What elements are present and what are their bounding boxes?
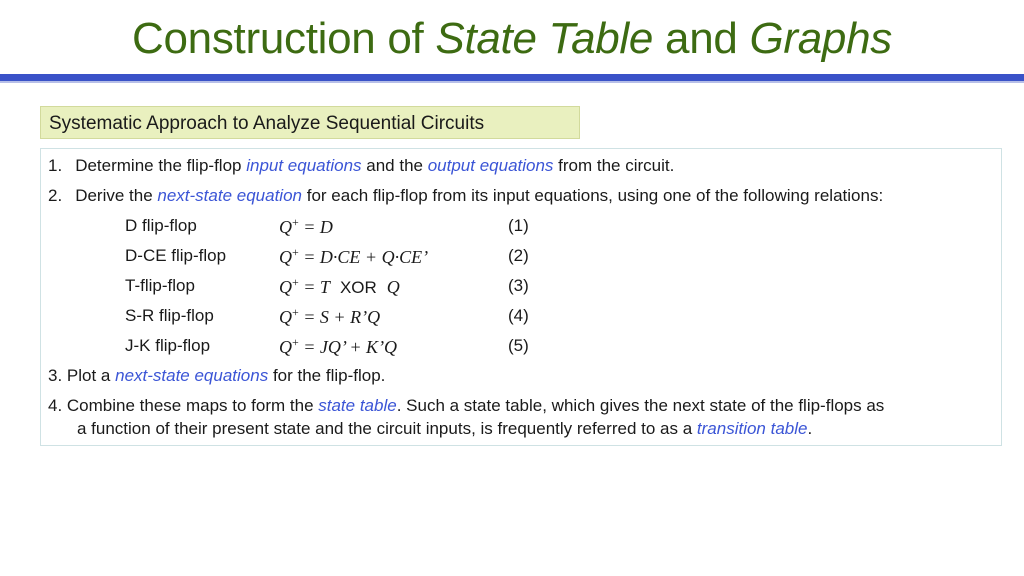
relation-equation: Q+ = T XOR Q	[279, 275, 400, 297]
title-divider-shadow	[0, 81, 1024, 83]
relation-name: J-K flip-flop	[125, 336, 211, 355]
relation-equation: Q+ = D·CE + Q·CE’	[279, 245, 429, 267]
page-title: Construction of State Table and Graphs	[132, 14, 892, 63]
relation-name: T-flip-flop	[125, 276, 195, 295]
relation-equation: Q+ = JQ’ + K’Q	[279, 335, 398, 357]
relation-equation: Q+ = S + R’Q	[279, 305, 381, 327]
relation-number: (1)	[508, 216, 529, 235]
section-heading: Systematic Approach to Analyze Sequential Circuits	[40, 106, 580, 139]
relation-name: S-R flip-flop	[125, 306, 214, 325]
relation-number: (4)	[508, 306, 529, 325]
highlight-next-state-equations: next-state equations	[115, 366, 269, 385]
step-3: 3. Plot a next-state equations for the flip-flop.	[48, 366, 386, 385]
relation-number: (3)	[508, 276, 529, 295]
relation-name: D flip-flop	[125, 216, 197, 235]
step-1: 1. Determine the flip-flop input equations and the output equations from the circuit.	[48, 156, 675, 175]
title-emphasis-state-table: State Table	[435, 14, 654, 63]
highlight-state-table: state table	[318, 396, 397, 415]
title-divider	[0, 74, 1024, 81]
step-2: 2. Derive the next-state equation for each flip-flop from its input equations, using one of the following relations:	[48, 186, 884, 205]
relation-number: (5)	[508, 336, 529, 355]
highlight-next-state-equation: next-state equation	[157, 186, 302, 205]
relation-name: D-CE flip-flop	[125, 246, 227, 265]
highlight-transition-table: transition table	[696, 419, 808, 438]
highlight-input-equations: input equations	[246, 156, 362, 175]
relation-number: (2)	[508, 246, 529, 265]
step-4-continued: a function of their present state and the circuit inputs, is frequently referred to as a transition table.	[77, 419, 813, 438]
highlight-output-equations: output equations	[427, 156, 554, 175]
step-4: 4. Combine these maps to form the state table. Such a state table, which gives the next state of the flip-flops as	[48, 396, 885, 415]
title-emphasis-graphs: Graphs	[749, 14, 892, 63]
relation-equation: Q+ = D	[279, 215, 333, 237]
